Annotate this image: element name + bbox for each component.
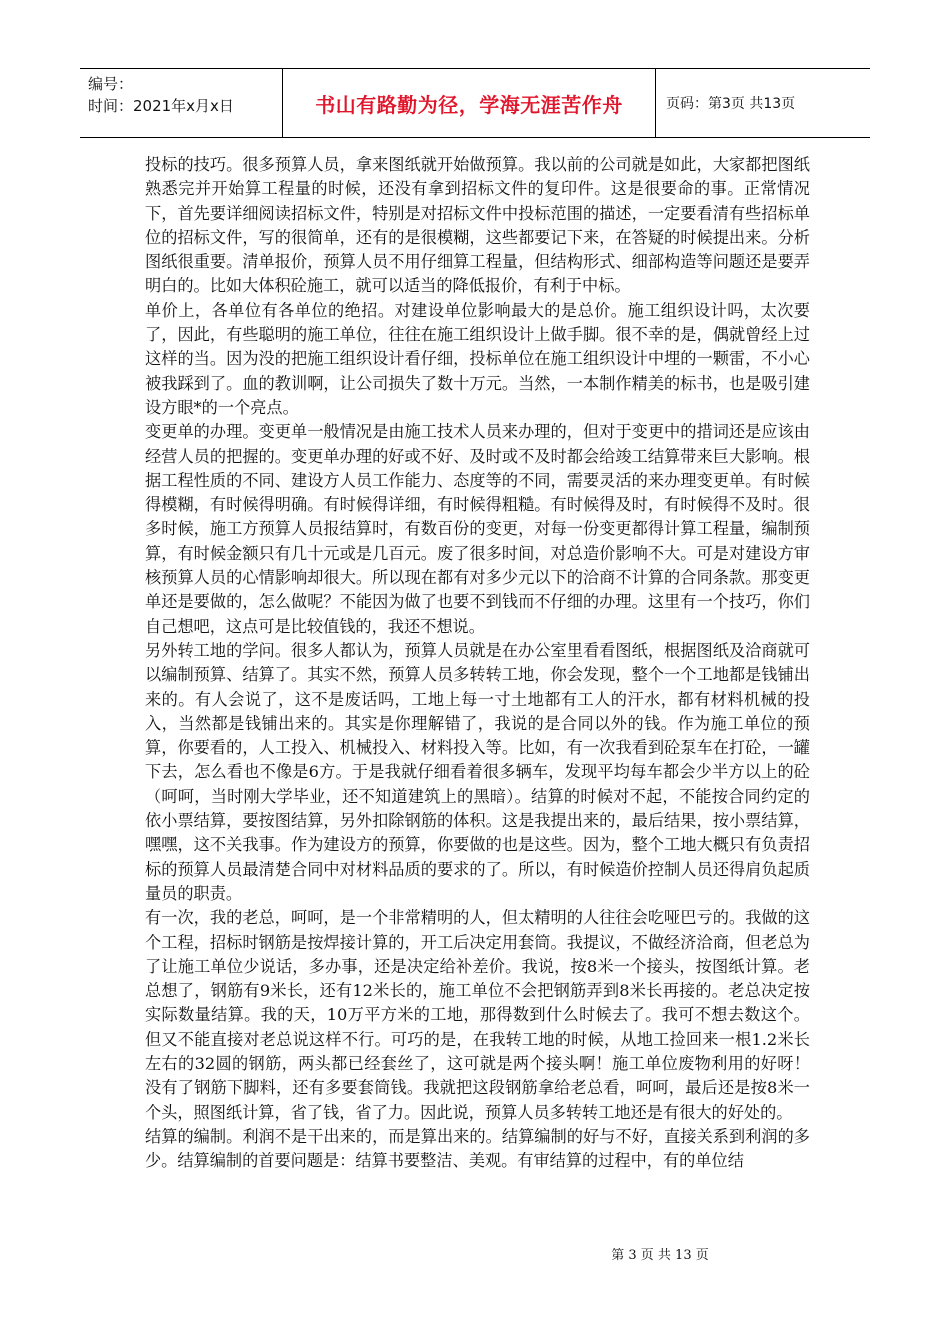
header-motto-cell: [283, 69, 656, 137]
header-page-info: 页码：第3页 共13页: [666, 96, 796, 112]
page-footer: [0, 1244, 950, 1263]
body-paragraph: 单价上，各单位有各单位的绝招。对建设单位影响最大的是总价。施工组织设计吗，太次要了，因此，有些聪明的施工单位，往往在施工组织设计上做手脚。很不幸的是，偶就曾经上过这样的当。因为没的把施工组织设计看仔细，投标单位在施工组织设计中埋的一颗雷，不小心被我踩到了。血的教训啊，让公司损失了数十万元。当然，一本制作精美的标书，也是吸引建设方眼*的一个亮点。: [145, 300, 810, 417]
header-motto: 书山有路勤为径，学海无涯苦作舟: [315, 92, 623, 117]
document-number-label: 编号：: [88, 75, 134, 93]
document-date-label: 时间：2021年x月x日: [88, 97, 234, 115]
footer-page-number: 第 3 页 共 13 页: [611, 1248, 709, 1263]
body-paragraph: 投标的技巧。很多预算人员，拿来图纸就开始做预算。我以前的公司就是如此，大家都把图纸熟悉完并开始算工程量的时候，还没有拿到招标文件的复印件。这是很要命的事。正常情况下，首先要详细阅读招标文件，特别是对招标文件中投标范围的描述，一定要看清有些招标单位的招标文件，写的很简单，还有的是很模糊，这些都要记下来，在答疑的时候提出来。分析图纸很重要。清单报价，预算人员不用仔细算工程量，但结构形式、细部构造等问题还是要弄明白的。比如大体积砼施工，就可以适当的降低报价，有利于中标。: [145, 155, 810, 296]
body-paragraph: 另外转工地的学问。很多人都认为，预算人员就是在办公室里看看图纸，根据图纸及洽商就可以编制预算、结算了。其实不然，预算人员多转转工地，你会发现，整个一个工地都是钱铺出来的。有人会说了，这不是废话吗，工地上每一寸土地都有工人的汗水，都有材料机械的投入，当然都是钱铺出来的。其实是你理解错了，我说的是合同以外的钱。作为施工单位的预算，你要看的，人工投入、机械投入、材料投入等。比如，有一次我看到砼泵车在打砼，一罐下去，怎么看也不像是6方。于是我就仔细看着很多辆车，发现平均每车都会少半方以上的砼（呵呵，当时刚大学毕业，还不知道建筑上的黑暗）。结算的时候对不起，不能按合同约定的依小票结算，要按图结算，另外扣除钢筋的体积。这是我提出来的，最后结果，按小票结算，嘿嘿，这不关我事。作为建设方的预算，你要做的也是这些。因为，整个工地大概只有负责招标的预算人员最清楚合同中对材料品质的要求的了。所以，有时候造价控制人员还得肩负起质量员的职责。: [145, 640, 810, 903]
body-paragraph: 结算的编制。利润不是干出来的，而是算出来的。结算编制的好与不好，直接关系到利润的多少。结算编制的首要问题是：结算书要整洁、美观。有审结算的过程中，有的单位结: [145, 1126, 810, 1171]
header-page-cell: [656, 69, 870, 137]
document-body: [145, 153, 810, 1173]
body-paragraph: 有一次，我的老总，呵呵，是一个非常精明的人，但太精明的人往往会吃哑巴亏的。我做的这个工程，招标时钢筋是按焊接计算的，开工后决定用套筒。我提议，不做经济洽商，但老总为了让施工单位少说话，多办事，还是决定给补差价。我说，按8米一个接头，按图纸计算。老总想了，钢筋有9米长，还有12米长的，施工单位不会把钢筋弄到8米长再接的。老总决定按实际数量结算。我的天，10万平方米的工地，那得数到什么时候去了。我可不想去数这个。但又不能直接对老总说这样不行。可巧的是，在我转工地的时候，从地工捡回来一根1.2米长左右的32圆的钢筋，两头都已经套丝了，这可就是两个接头啊！施工单位废物利用的好呀！没有了钢筋下脚料，还有多要套筒钱。我就把这段钢筋拿给老总看，呵呵，最后还是按8米一个头，照图纸计算，省了钱，省了力。因此说，预算人员多转转工地还是有很大的好处的。: [145, 908, 810, 1122]
header-meta: [80, 69, 283, 137]
body-paragraph: 变更单的办理。变更单一般情况是由施工技术人员来办理的，但对于变更中的措词还是应该由经营人员的把握的。变更单办理的好或不好、及时或不及时都会给竣工结算带来巨大影响。根据工程性质的不同、建设方人员工作能力、态度等的不同，需要灵活的来办理变更单。有时候得模糊，有时候得明确。有时候得详细，有时候得粗糙。有时候得及时，有时候得不及时。很多时候，施工方预算人员报结算时，有数百份的变更，对每一份变更都得计算工程量，编制预算，有时候金额只有几十元或是几百元。废了很多时间，对总造价影响不大。可是对建设方审核预算人员的心情影响却很大。所以现在都有对多少元以下的洽商不计算的合同条款。那变更单还是要做的，怎么做呢？不能因为做了也要不到钱而不仔细的办理。这里有一个技巧，你们自己想吧，这点可是比较值钱的，我还不想说。: [145, 422, 810, 636]
page-header: [80, 68, 870, 138]
